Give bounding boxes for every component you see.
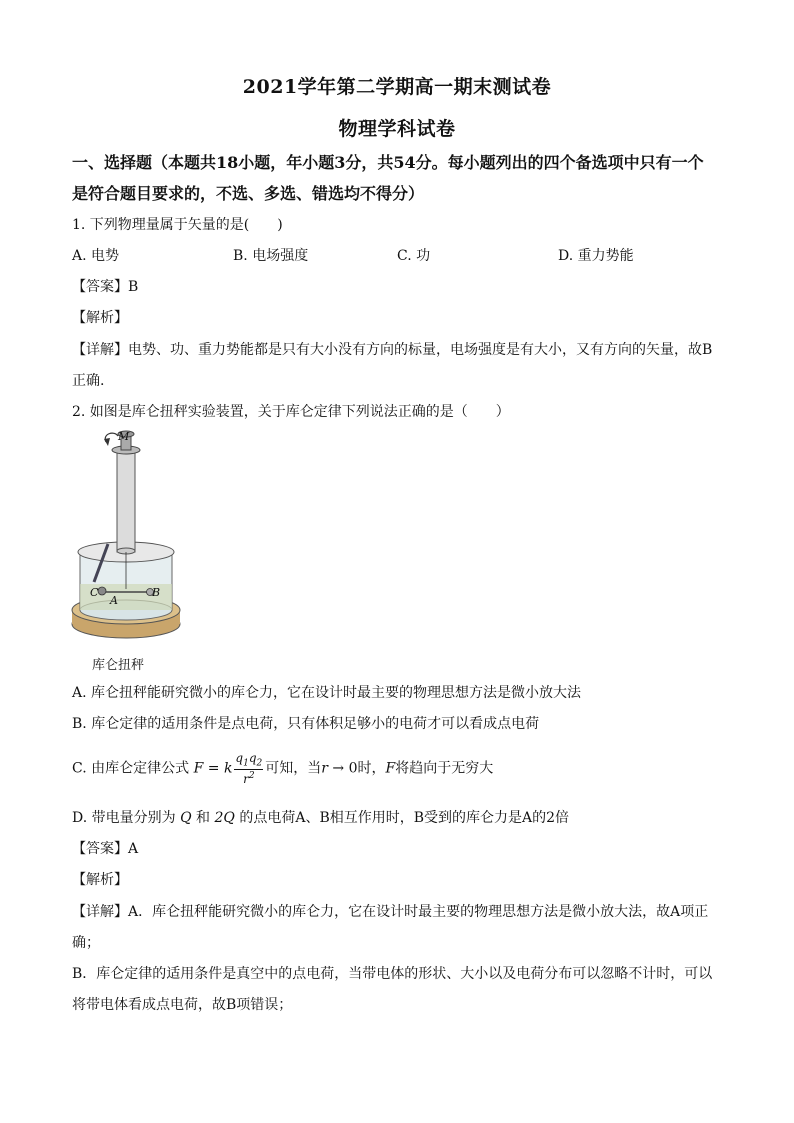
variable-f: F: [385, 760, 396, 777]
charge-2q: 2Q: [214, 810, 235, 826]
numerator-q1: q: [235, 751, 244, 765]
formula-f: F: [193, 760, 204, 777]
label-c: C: [90, 586, 99, 599]
torsion-balance-illustration: [66, 424, 186, 654]
q2-option-c: [72, 752, 493, 785]
q1-option-a: A. 电势: [72, 248, 120, 264]
formula-k: k: [223, 760, 233, 777]
q2-option-a: A. 库仑扭秤能研究微小的库仑力，它在设计时最主要的物理思想方法是微小放大法: [72, 685, 582, 701]
q1-option-d: D. 重力势能: [558, 248, 634, 264]
exam-subtitle: 物理学科试卷: [338, 118, 456, 140]
section-heading-line2: 是符合题目要求的，不选、多选、错选均不得分）: [72, 184, 425, 203]
figure-caption: 库仑扭秤: [92, 658, 145, 673]
q1-option-c: C. 功: [397, 248, 431, 264]
q1-detail-line2: 正确.: [72, 373, 105, 389]
q2-option-d-prefix: D. 带电量分别为: [72, 810, 176, 826]
formula-numerator: [234, 752, 263, 770]
q2-detail-line4: 将带电体看成点电荷，故B项错误；: [72, 997, 293, 1013]
charge-q: Q: [180, 810, 192, 826]
q2-detail-line3: B．库仑定律的适用条件是真空中的点电荷，当带电体的形状、大小以及电荷分布可以忽略不计时，可以: [72, 966, 713, 982]
numerator-q2: q: [248, 751, 257, 765]
q2-analysis-label: 【解析】: [72, 872, 128, 888]
q2-option-c-prefix: C. 由库仑定律公式: [72, 760, 190, 777]
label-b: B: [152, 586, 161, 599]
q2-option-d-and: 和: [196, 810, 211, 826]
q2-option-c-mid: 可知，当: [265, 760, 322, 777]
exam-title: 2021学年第二学期高一期末测试卷: [242, 76, 552, 98]
q2-option-c-mid2: 时，: [357, 760, 386, 777]
formula-eq: =: [203, 760, 224, 777]
q2-detail-line1: 【详解】A．库仑扭秤能研究微小的库仑力，它在设计时最主要的物理思想方法是微小放大法，故A项正: [72, 904, 709, 920]
label-m: M: [118, 430, 130, 443]
coulomb-torsion-balance-figure: [66, 424, 186, 654]
numerator-sub1: 1: [243, 758, 249, 769]
q1-option-b: B. 电场强度: [233, 248, 309, 264]
q2-stem: 2. 如图是库仑扭秤实验装置，关于库仑定律下列说法正确的是（ ）: [72, 404, 510, 420]
denominator-r: r: [243, 772, 249, 787]
q2-answer: 【答案】A: [72, 841, 139, 857]
q2-detail-line2: 确；: [72, 935, 100, 951]
q2-option-d: [72, 807, 569, 827]
limit-arrow: → 0: [327, 760, 358, 777]
q1-detail-line1: 【详解】电势、功、重力势能都是只有大小没有方向的标量，电场强度是有大小，又有方向的矢量，故B: [72, 342, 713, 358]
section-heading-line1: 一、选择题（本题共18小题，年小题3分，共54分。每小题列出的四个备选项中只有一个: [72, 153, 704, 172]
label-a: A: [110, 594, 118, 607]
q2-option-d-suffix: 的点电荷A、B相互作用时，B受到的库仑力是A的2倍: [239, 810, 570, 826]
formula-fraction: [234, 752, 263, 785]
q1-answer: 【答案】B: [72, 279, 139, 295]
variable-r: r: [321, 760, 328, 777]
numerator-sub2: 2: [256, 758, 263, 769]
q1-analysis-label: 【解析】: [72, 310, 128, 326]
q2-option-c-suffix: 将趋向于无穷大: [395, 760, 494, 777]
formula-denominator: [234, 770, 263, 785]
q2-option-b: B. 库仑定律的适用条件是点电荷，只有体积足够小的电荷才可以看成点电荷: [72, 716, 540, 732]
denominator-sup: 2: [248, 771, 255, 782]
q1-stem: 1. 下列物理量属于矢量的是( ): [72, 217, 283, 233]
